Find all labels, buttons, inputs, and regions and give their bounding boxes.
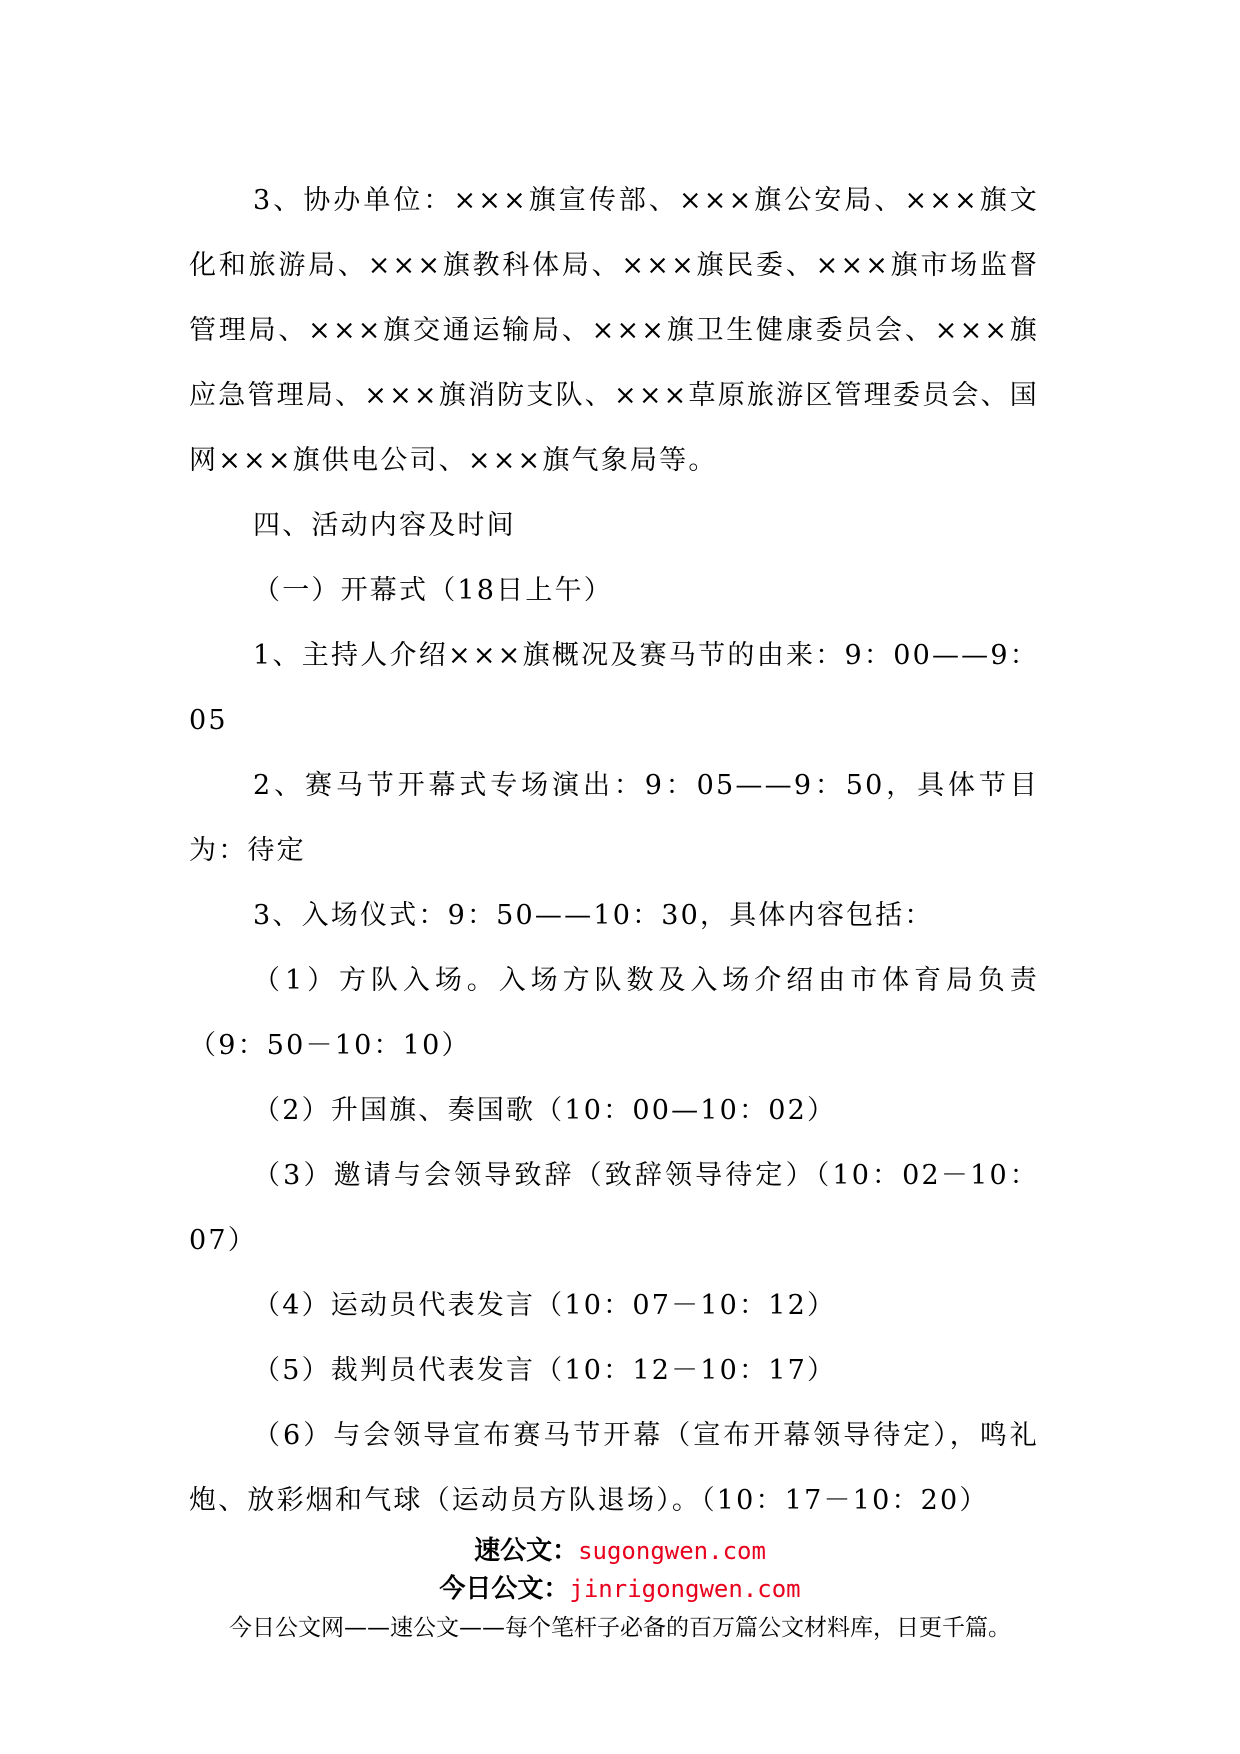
footer-label: 速公文： — [474, 1536, 579, 1566]
footer-link-jinrigongwen[interactable]: jinrigongwen.com — [569, 1575, 801, 1603]
footer-watermark — [0, 1532, 1240, 1646]
footer-line-jinrigongwen — [0, 1570, 1240, 1608]
list-item-host-intro: 1、主持人介绍×××旗概况及赛马节的由来：9：00——9：05 — [189, 640, 1039, 736]
list-item-opening-declaration: （6）与会领导宣布赛马节开幕（宣布开幕领导待定），鸣礼炮、放彩烟和气球（运动员方队退场）。（10：17－10：20） — [189, 1420, 1039, 1516]
footer-link-sugongwen[interactable]: sugongwen.com — [578, 1537, 766, 1565]
section-heading-activities: 四、活动内容及时间 — [253, 510, 516, 541]
subsection-heading-opening: （一）开幕式（18日上午） — [253, 575, 613, 606]
list-item-leader-speech: （3）邀请与会领导致辞（致辞领导待定）（10：02－10：07） — [189, 1160, 1039, 1256]
list-item-entrance-ceremony: 3、入场仪式：9：50——10：30，具体内容包括： — [253, 900, 934, 931]
list-item-performance: 2、赛马节开幕式专场演出：9：05——9：50，具体节目为：待定 — [189, 770, 1039, 866]
list-item-team-entrance: （1）方队入场。入场方队数及入场介绍由市体育局负责（9：50－10：10） — [189, 965, 1039, 1061]
list-item-athlete-speech: （4）运动员代表发言（10：07－10：12） — [253, 1290, 837, 1321]
list-item-referee-speech: （5）裁判员代表发言（10：12－10：17） — [253, 1355, 837, 1386]
footer-label: 今日公文： — [439, 1574, 570, 1604]
footer-slogan: 今日公文网——速公文——每个笔杆子必备的百万篇公文材料库，日更千篇。 — [229, 1615, 1011, 1641]
document-body — [189, 168, 1039, 1533]
paragraph-co-organizers: 3、协办单位：×××旗宣传部、×××旗公安局、×××旗文化和旅游局、×××旗教科体局、×××旗民委、×××旗市场监督管理局、×××旗交通运输局、×××旗卫生健康委员会、×××旗应急管理局、×××旗消防支队、×××草原旅游区管理委员会、国网×××旗供电公司、×××旗气象局等。 — [189, 185, 1039, 476]
list-item-flag-anthem: （2）升国旗、奏国歌（10：00—10：02） — [253, 1095, 837, 1126]
footer-line-sugongwen — [0, 1532, 1240, 1570]
